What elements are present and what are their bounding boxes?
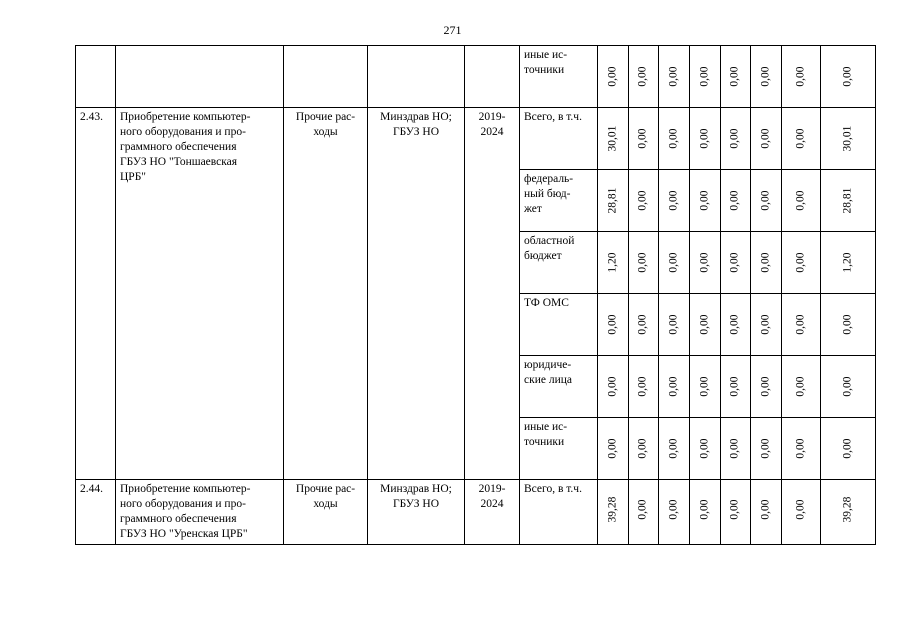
value-cell: 0,00 — [690, 480, 721, 545]
executor: Минздрав НО; ГБУЗ НО — [368, 108, 465, 480]
value-cell: 0,00 — [659, 108, 690, 170]
value-cell: 0,00 — [690, 108, 721, 170]
value-cell: 0,00 — [598, 418, 629, 480]
value-cell: 0,00 — [751, 232, 782, 294]
value-cell: 0,00 — [721, 480, 751, 545]
value-cell: 0,00 — [782, 232, 821, 294]
value-cell: 0,00 — [751, 108, 782, 170]
item-number: 2.44. — [76, 480, 116, 545]
program-table — [75, 45, 876, 545]
period-cell — [465, 46, 520, 108]
table-row — [76, 108, 876, 170]
item-name: Приобретение компьютер- ного оборудования и про- граммного обеспечения ГБУЗ НО "Уренская ЦРБ" — [116, 480, 284, 545]
value-cell: 28,81 — [821, 170, 876, 232]
source-cell: федераль- ный бюд- жет — [520, 170, 598, 232]
value-cell: 0,00 — [721, 356, 751, 418]
value-cell: 0,00 — [751, 418, 782, 480]
value-cell: 0,00 — [782, 356, 821, 418]
expense-type: Прочие рас- ходы — [284, 480, 368, 545]
value-cell: 0,00 — [629, 418, 659, 480]
value-cell: 0,00 — [690, 46, 721, 108]
source-cell: Всего, в т.ч. — [520, 108, 598, 170]
value-cell: 28,81 — [598, 170, 629, 232]
value-cell: 1,20 — [598, 232, 629, 294]
value-cell: 0,00 — [821, 46, 876, 108]
source-cell: Всего, в т.ч. — [520, 480, 598, 545]
value-cell: 0,00 — [629, 232, 659, 294]
value-cell: 30,01 — [821, 108, 876, 170]
value-cell: 0,00 — [629, 294, 659, 356]
expense-type-cell — [284, 46, 368, 108]
value-cell: 0,00 — [782, 170, 821, 232]
value-cell: 0,00 — [751, 356, 782, 418]
value-cell: 0,00 — [598, 356, 629, 418]
value-cell: 0,00 — [690, 294, 721, 356]
value-cell: 0,00 — [629, 356, 659, 418]
value-cell: 0,00 — [782, 294, 821, 356]
value-cell: 0,00 — [721, 46, 751, 108]
table-row — [76, 46, 876, 108]
executor-cell — [368, 46, 465, 108]
value-cell: 0,00 — [690, 356, 721, 418]
value-cell: 0,00 — [782, 108, 821, 170]
value-cell: 0,00 — [721, 294, 751, 356]
value-cell: 0,00 — [659, 480, 690, 545]
value-cell: 0,00 — [721, 232, 751, 294]
value-cell: 0,00 — [782, 480, 821, 545]
value-cell: 0,00 — [821, 294, 876, 356]
value-cell: 0,00 — [690, 170, 721, 232]
value-cell: 30,01 — [598, 108, 629, 170]
period: 2019- 2024 — [465, 480, 520, 545]
value-cell: 0,00 — [690, 232, 721, 294]
value-cell: 0,00 — [821, 356, 876, 418]
value-cell: 1,20 — [821, 232, 876, 294]
source-cell: иные ис- точники — [520, 46, 598, 108]
value-cell: 0,00 — [721, 108, 751, 170]
value-cell: 0,00 — [721, 170, 751, 232]
value-cell: 0,00 — [659, 356, 690, 418]
value-cell: 0,00 — [659, 418, 690, 480]
period: 2019- 2024 — [465, 108, 520, 480]
value-cell: 0,00 — [629, 108, 659, 170]
value-cell: 0,00 — [721, 418, 751, 480]
source-cell: иные ис- точники — [520, 418, 598, 480]
value-cell: 0,00 — [751, 46, 782, 108]
value-cell: 0,00 — [598, 46, 629, 108]
value-cell: 0,00 — [690, 418, 721, 480]
value-cell: 39,28 — [598, 480, 629, 545]
item-name: Приобретение компьютер- ного оборудования и про- граммного обеспечения ГБУЗ НО "Тоншаевская ЦРБ" — [116, 108, 284, 480]
value-cell: 0,00 — [629, 170, 659, 232]
value-cell: 0,00 — [659, 46, 690, 108]
number-cell — [76, 46, 116, 108]
value-cell: 0,00 — [629, 480, 659, 545]
table-row — [76, 480, 876, 545]
value-cell: 0,00 — [598, 294, 629, 356]
source-cell: областной бюджет — [520, 232, 598, 294]
executor: Минздрав НО; ГБУЗ НО — [368, 480, 465, 545]
expense-type: Прочие рас- ходы — [284, 108, 368, 480]
source-cell: юридиче- ские лица — [520, 356, 598, 418]
value-cell: 0,00 — [659, 232, 690, 294]
value-cell: 0,00 — [751, 294, 782, 356]
value-cell: 39,28 — [821, 480, 876, 545]
value-cell: 0,00 — [782, 46, 821, 108]
item-number: 2.43. — [76, 108, 116, 480]
source-cell: ТФ ОМС — [520, 294, 598, 356]
page-number: 271 — [443, 23, 462, 37]
value-cell: 0,00 — [659, 170, 690, 232]
name-cell — [116, 46, 284, 108]
value-cell: 0,00 — [821, 418, 876, 480]
value-cell: 0,00 — [782, 418, 821, 480]
value-cell: 0,00 — [751, 480, 782, 545]
value-cell: 0,00 — [751, 170, 782, 232]
value-cell: 0,00 — [629, 46, 659, 108]
value-cell: 0,00 — [659, 294, 690, 356]
